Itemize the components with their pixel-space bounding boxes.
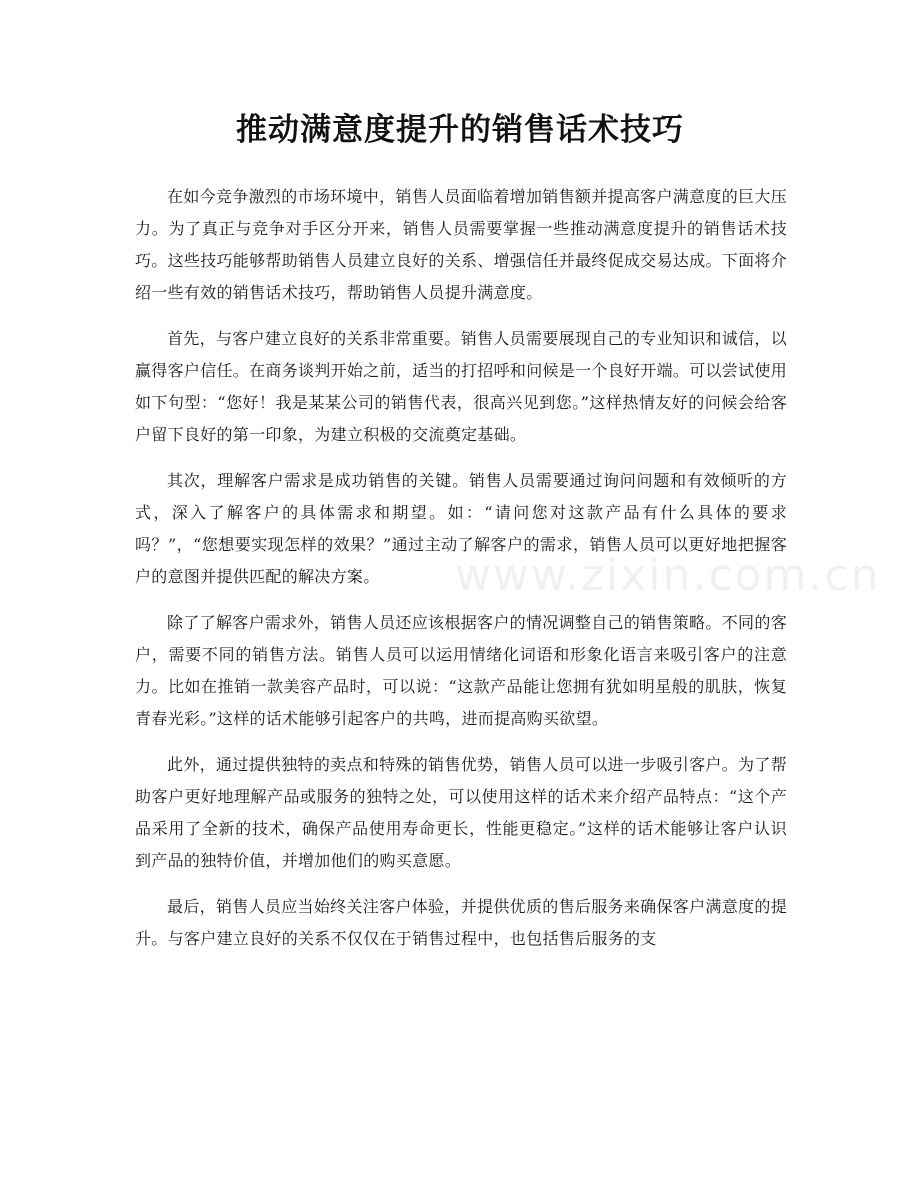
document-body bbox=[135, 181, 787, 969]
watermark: www.zixin.com.cn bbox=[455, 550, 881, 601]
paragraph-strategy: 除了了解客户需求外，销售人员还应该根据客户的情况调整自己的销售策略。不同的客户，需要不同的销售方法。销售人员可以运用情绪化词语和形象化语言来吸引客户的注意力。比如在推销一款美容产品时，可以说：“这款产品能让您拥有犹如明星般的肌肤，恢复青春光彩。”这样的话术能够引起客户的共鸣，进而提高购买欲望。 bbox=[135, 613, 787, 728]
paragraph-needs: 其次，理解客户需求是成功销售的关键。销售人员需要通过询问问题和有效倾听的方式，深入了解客户的具体需求和期望。如：“请问您对这款产品有什么具体的要求吗？”，“您想要实现怎样的效果？”通过主动了解客户的需求，销售人员可以更好地把握客户的意图并提供匹配的解决方案。 bbox=[135, 471, 787, 586]
paragraph-selling-points: 此外，通过提供独特的卖点和特殊的销售优势，销售人员可以进一步吸引客户。为了帮助客户更好地理解产品或服务的独特之处，可以使用这样的话术来介绍产品特点：“这个产品采用了全新的技术，确保产品使用寿命更长，性能更稳定。”这样的话术能够让客户认识到产品的独特价值，并增加他们的购买意愿。 bbox=[135, 755, 787, 870]
paragraph-intro: 在如今竞争激烈的市场环境中，销售人员面临着增加销售额并提高客户满意度的巨大压力。为了真正与竞争对手区分开来，销售人员需要掌握一些推动满意度提升的销售话术技巧。这些技巧能够帮助销售人员建立良好的关系、增强信任并最终促成交易达成。下面将介绍一些有效的销售话术技巧，帮助销售人员提升满意度。 bbox=[135, 187, 788, 302]
document-title: 推动满意度提升的销售话术技巧 bbox=[236, 112, 684, 148]
paragraph-after-sales: 最后，销售人员应当始终关注客户体验，并提供优质的售后服务来确保客户满意度的提升。与客户建立良好的关系不仅仅在于销售过程中，也包括售后服务的支 bbox=[135, 897, 787, 948]
paragraph-relationship: 首先，与客户建立良好的关系非常重要。销售人员需要展现自己的专业知识和诚信，以赢得客户信任。在商务谈判开始之前，适当的打招呼和问候是一个良好开端。可以尝试使用如下句型：“您好！我是某某公司的销售代表，很高兴见到您。”这样热情友好的问候会给客户留下良好的第一印象，为建立积极的交流奠定基础。 bbox=[135, 329, 788, 444]
